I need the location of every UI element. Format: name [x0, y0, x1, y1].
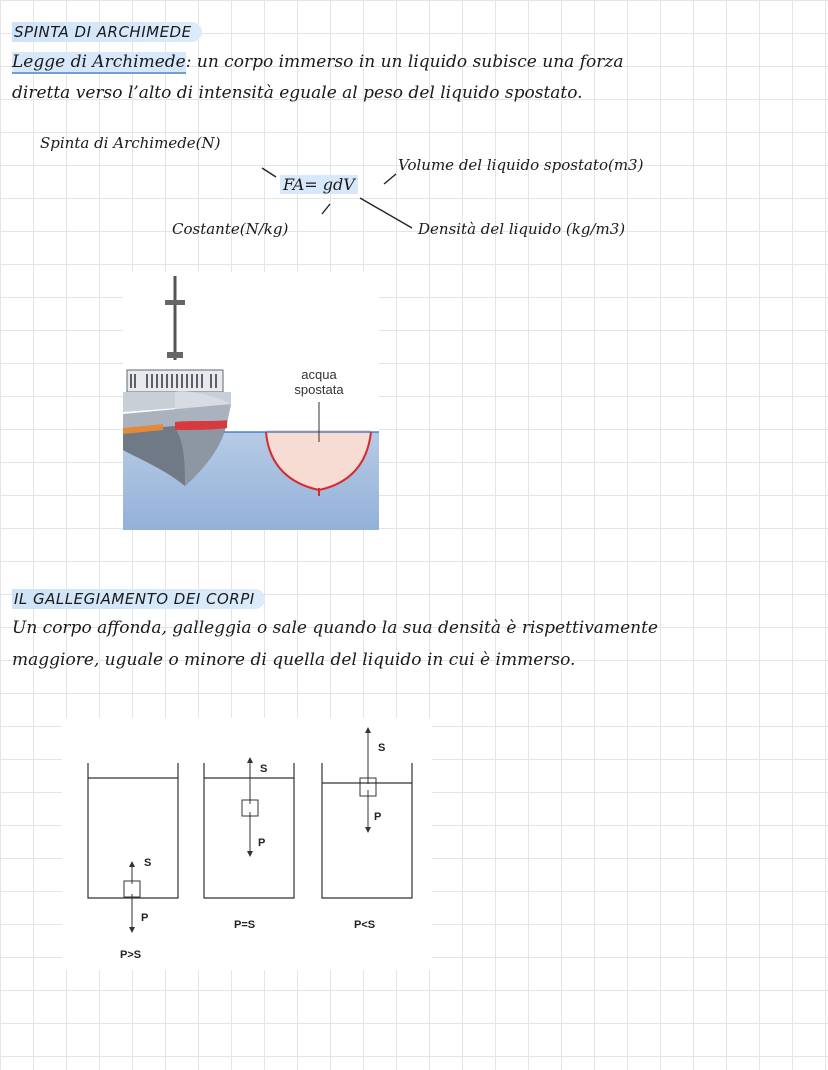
- container-1-s: S: [144, 857, 152, 869]
- label-density: Densità del liquido (kg/m3): [418, 220, 626, 238]
- container-2-s: S: [260, 763, 268, 775]
- buoyancy-line-2: maggiore, uguale o minore di quella del liquido in cui è immerso.: [12, 650, 576, 670]
- container-3-caption: P<S: [354, 919, 376, 931]
- container-3-p: P: [374, 811, 382, 823]
- formula-equation: FA= gdV: [280, 175, 358, 194]
- law-term: Legge di Archimede: [12, 52, 186, 72]
- buoyancy-line-1: Un corpo affonda, galleggia o sale quando la sua densità è rispettivamente: [12, 618, 658, 638]
- law-line-2: diretta verso l’alto di intensità eguale al peso del liquido spostato.: [12, 83, 583, 103]
- container-1-caption: P>S: [120, 949, 142, 961]
- law-text: : un corpo immerso in un liquido subisce una forza: [185, 52, 624, 72]
- section-heading-archimede: SPINTA DI ARCHIMEDE: [12, 22, 202, 42]
- container-3-s: S: [378, 742, 386, 754]
- water-label-line2: spostata: [294, 382, 344, 397]
- container-2-p: P: [258, 837, 266, 849]
- label-spinta: Spinta di Archimede(N): [40, 134, 221, 152]
- label-volume: Volume del liquido spostato(m3): [398, 156, 644, 174]
- section-heading-galleggiamento: IL GALLEGIAMENTO DEI CORPI: [12, 589, 265, 609]
- container-2-caption: P=S: [234, 919, 256, 931]
- formula-connectors: [0, 0, 828, 260]
- water-label-line1: acqua: [301, 367, 337, 382]
- ship-figure: [123, 272, 379, 530]
- containers-figure: [62, 718, 432, 970]
- container-1-p: P: [141, 912, 149, 924]
- label-constant: Costante(N/kg): [172, 220, 289, 238]
